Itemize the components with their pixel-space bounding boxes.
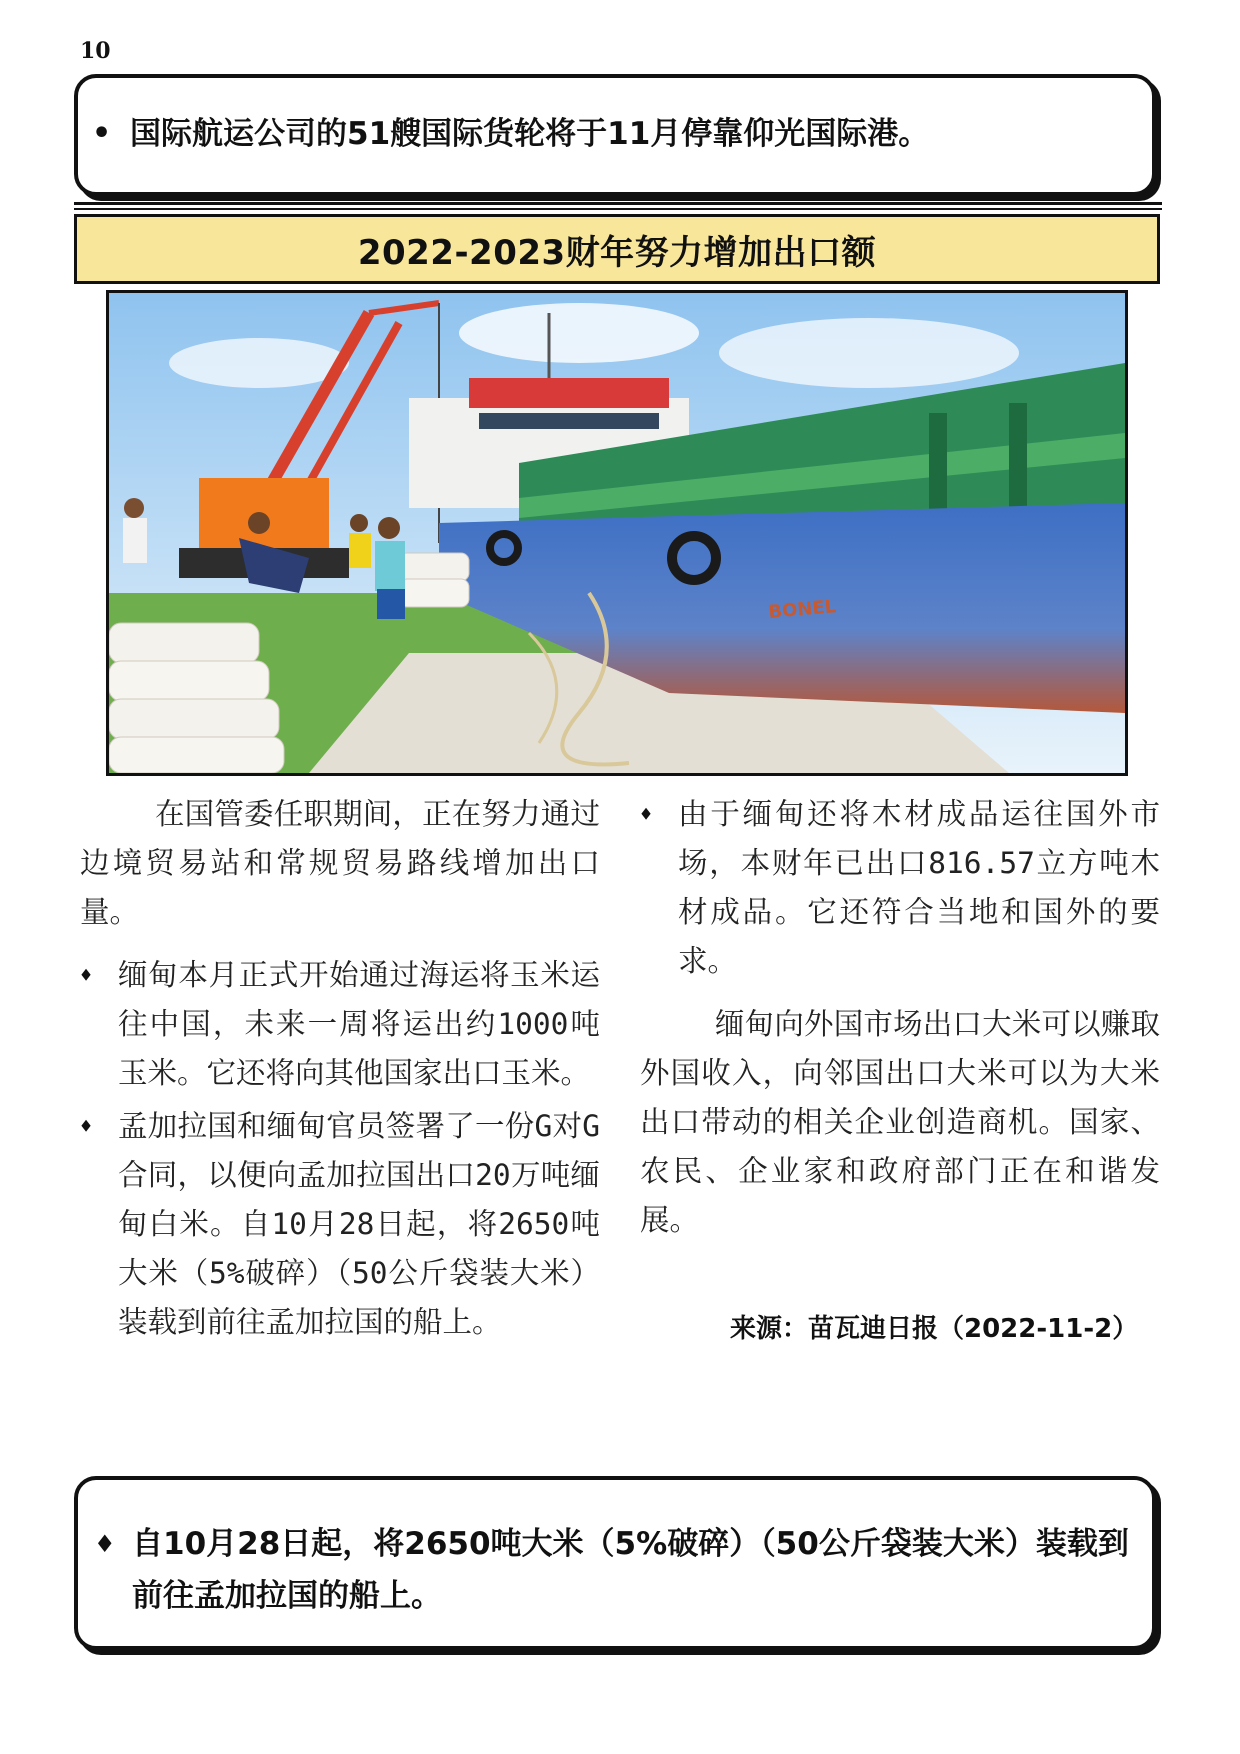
page-number: 10 [80, 38, 111, 64]
list-item-text: 由于缅甸还将木材成品运往国外市场，本财年已出口816.57立方吨木材成品。它还符合当地和国外的要求。 [678, 797, 1160, 978]
left-column [80, 790, 600, 1351]
intro-paragraph: 在国管委任职期间，正在努力通过边境贸易站和常规贸易路线增加出口量。 [80, 797, 600, 929]
source-citation: 来源：苗瓦迪日报（2022-11-2） [730, 1314, 1139, 1344]
top-highlight-text: 国际航运公司的51艘国际货轮将于11月停靠仰光国际港。 [130, 116, 930, 152]
article-title-banner [74, 214, 1160, 284]
divider-rule [74, 208, 1162, 210]
diamond-bullet-icon: ♦ [80, 963, 93, 987]
bullet-icon: • [92, 116, 112, 151]
top-highlight-box [74, 74, 1156, 196]
bottom-highlight-box [74, 1476, 1156, 1650]
list-item [80, 1102, 600, 1347]
ship-marking: BONEL [767, 596, 838, 623]
diamond-bullet-icon: ♦ [80, 1114, 93, 1138]
closing-paragraph: 缅甸向外国市场出口大米可以赚取外国收入，向邻国出口大米可以为大米出口带动的相关企业创造商机。国家、农民、企业家和政府部门正在和谐发展。 [640, 1007, 1160, 1237]
diamond-bullet-icon: ♦ [640, 802, 653, 826]
photo-illustration [109, 293, 1125, 773]
port-loading-photo [106, 290, 1128, 776]
bottom-highlight-text: 自10月28日起，将2650吨大米（5%破碎）（50公斤袋装大米）装载到前往孟加拉国的船上。 [132, 1526, 1129, 1614]
list-item-text: 孟加拉国和缅甸官员签署了一份G对G合同，以便向孟加拉国出口20万吨缅甸白米。自10月28日起，将2650吨大米（5%破碎）（50公斤袋装大米）装载到前往孟加拉国的船上。 [118, 1109, 600, 1339]
diamond-bullet-icon: ♦ [94, 1530, 116, 1558]
list-item-text: 缅甸本月正式开始通过海运将玉米运往中国，未来一周将运出约1000吨玉米。它还将向其他国家出口玉米。 [118, 958, 600, 1090]
divider-rule [74, 202, 1162, 205]
article-title: 2022-2023财年努力增加出口额 [357, 232, 877, 273]
list-item [640, 790, 1160, 986]
right-column [640, 790, 1160, 1259]
list-item [80, 951, 600, 1098]
